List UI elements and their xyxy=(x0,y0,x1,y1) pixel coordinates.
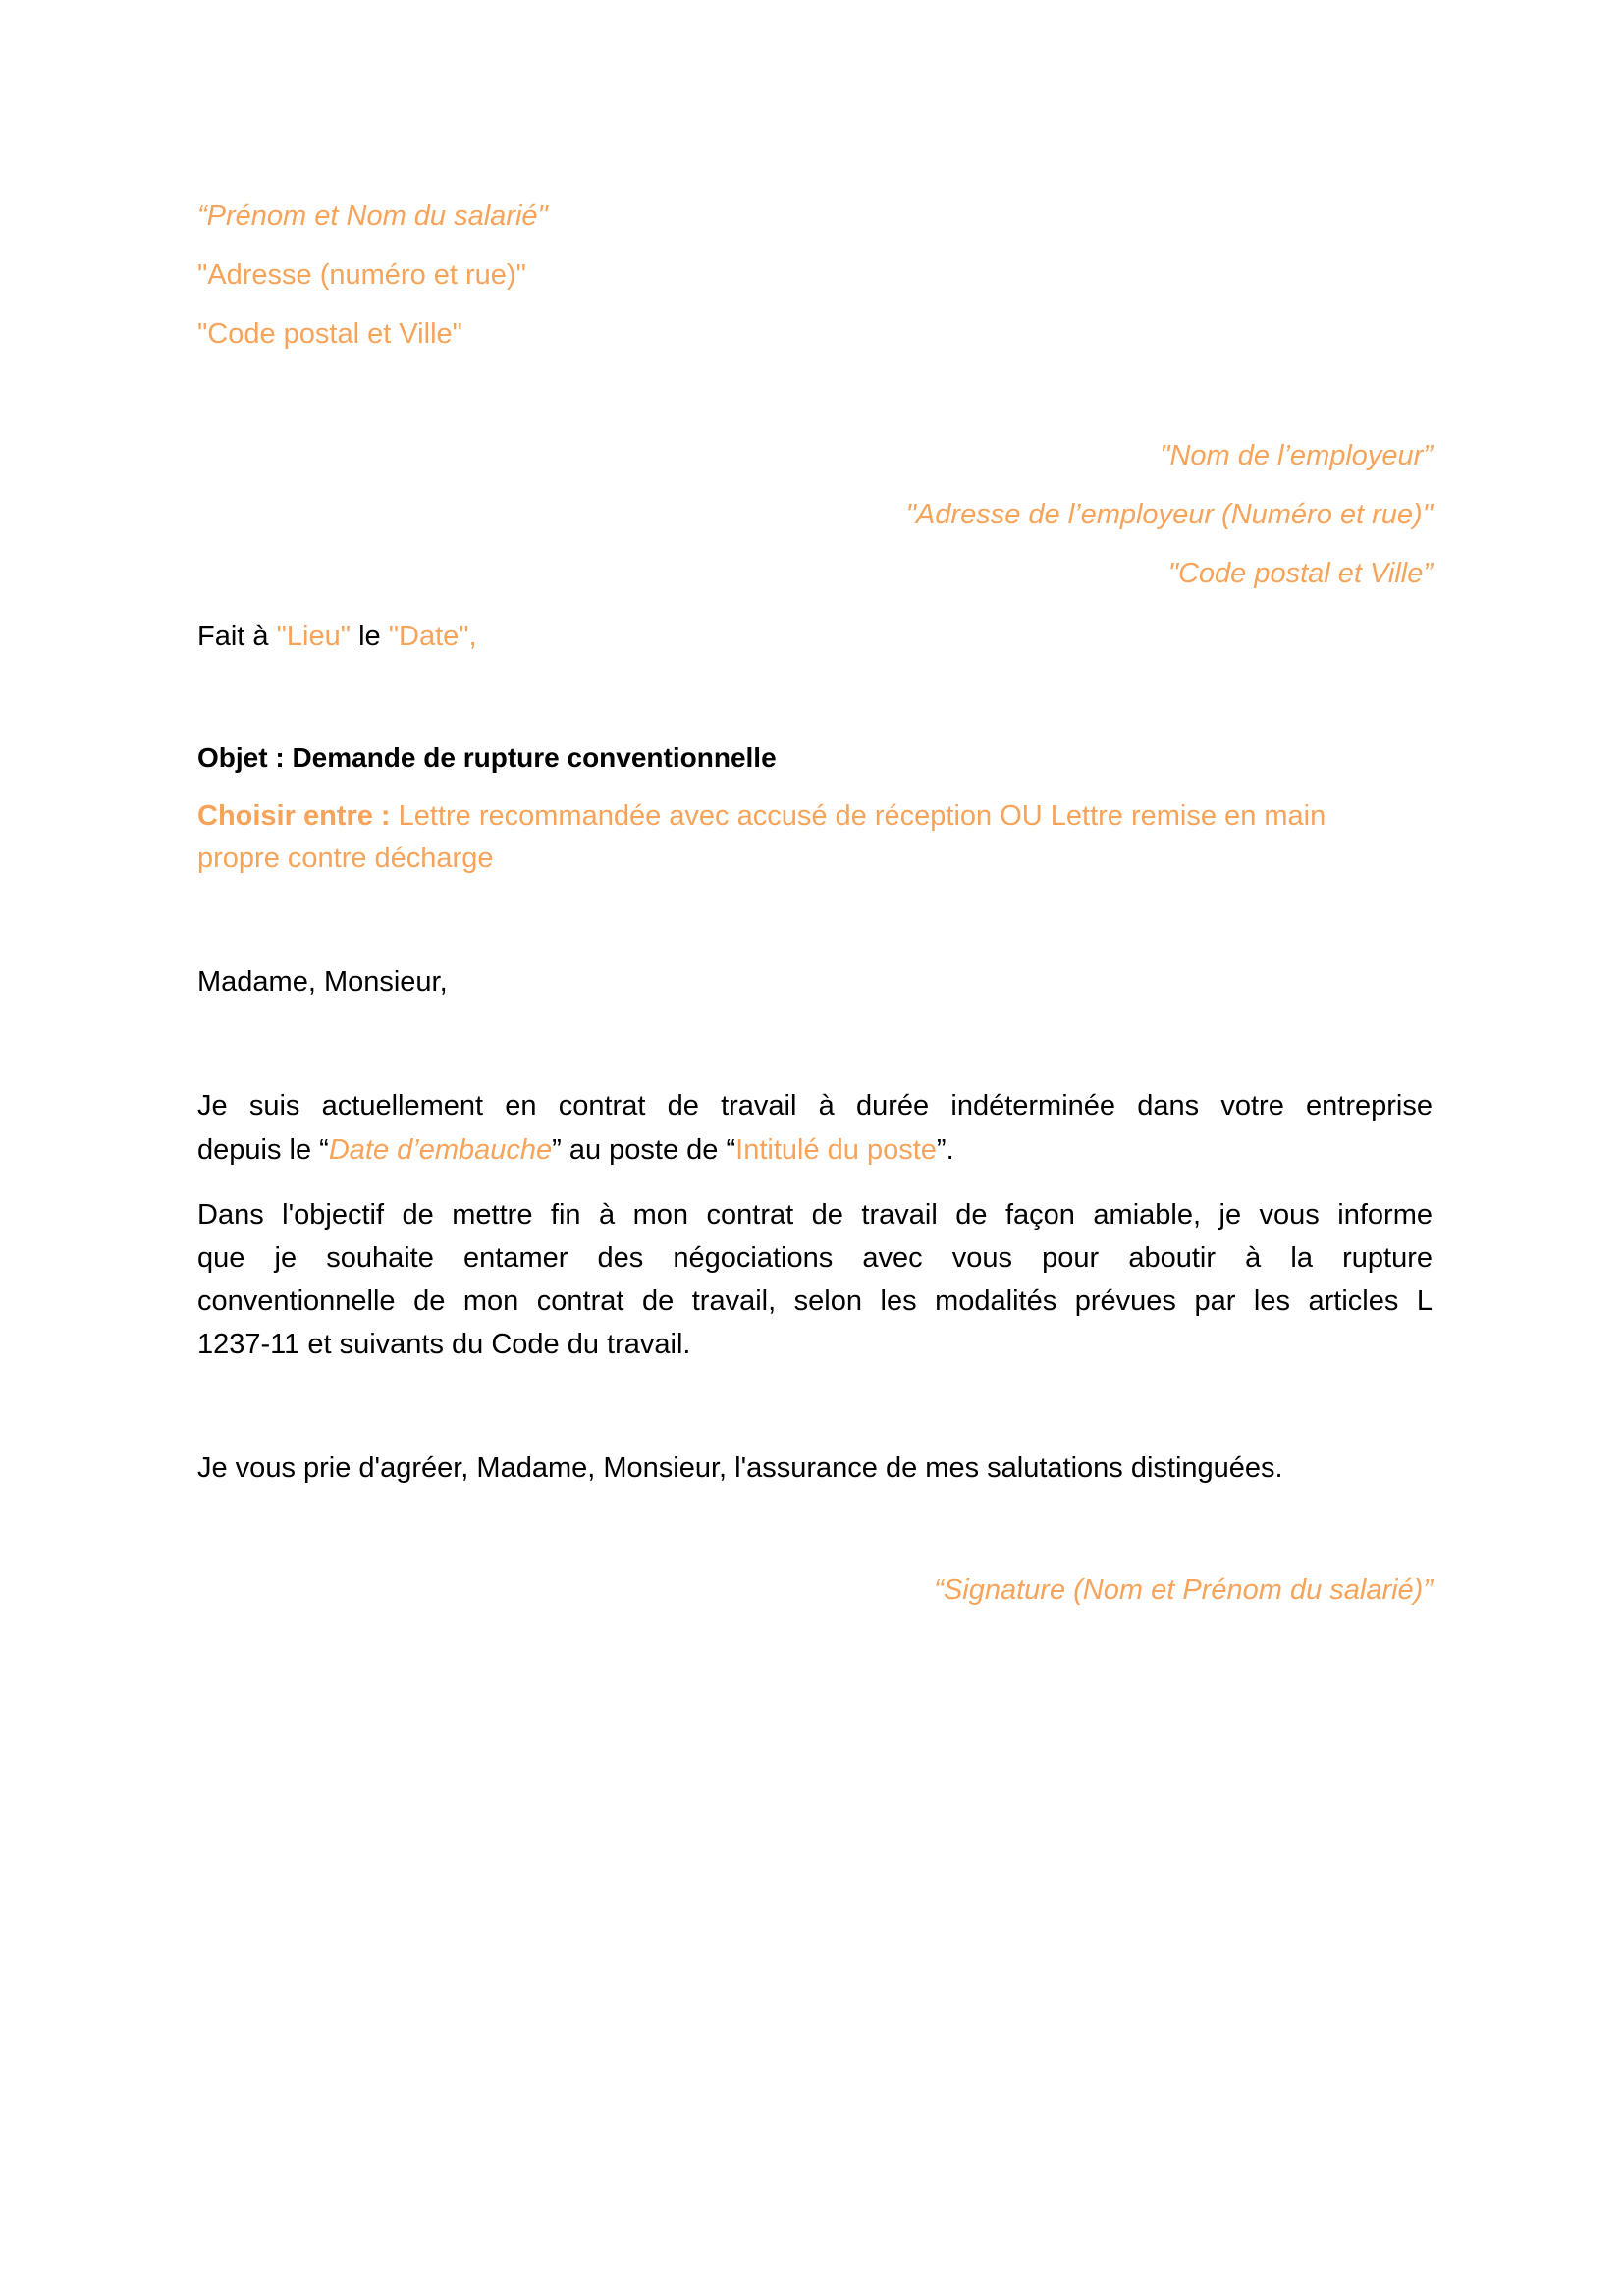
paragraph1-line1: Je suis actuellement en contrat de travail à durée indéterminée dans votre entreprise xyxy=(197,1090,1433,1121)
recipient-address: "Adresse de l’employeur (Numéro et rue)" xyxy=(905,499,1433,530)
sender-name: “Prénom et Nom du salarié" xyxy=(197,200,548,232)
paragraph1-prefix: depuis le “ xyxy=(197,1134,329,1166)
recipient-city: "Code postal et Ville” xyxy=(1167,558,1433,589)
sender-city: "Code postal et Ville" xyxy=(197,318,462,350)
closing-formula: Je vous prie d'agréer, Madame, Monsieur, l'assurance de mes salutations distinguées. xyxy=(197,1452,1283,1484)
hire-date-placeholder: Date d’embauche xyxy=(328,1134,553,1166)
paragraph2-line4: 1237-11 et suivants du Code du travail. xyxy=(197,1329,691,1360)
paragraph1-suffix: ”. xyxy=(936,1134,954,1166)
subject-line: Objet : Demande de rupture conventionnelle xyxy=(197,742,777,773)
signature-placeholder: “Signature (Nom et Prénom du salarié)” xyxy=(934,1574,1433,1606)
salutation: Madame, Monsieur, xyxy=(197,966,448,998)
place-date-line xyxy=(197,615,1433,658)
delivery-line-2: propre contre décharge xyxy=(197,843,494,874)
place-placeholder: "Lieu" xyxy=(276,621,352,652)
delivery-line-1 xyxy=(197,794,1433,838)
paragraph2-line3: conventionnelle de mon contrat de travail, selon les modalités prévues par les articles L xyxy=(197,1285,1433,1317)
paragraph1-line2 xyxy=(197,1128,1433,1172)
job-title-placeholder: Intitulé du poste xyxy=(735,1134,937,1166)
paragraph1-middle: ” au poste de “ xyxy=(552,1134,736,1166)
delivery-label: Choisir entre : xyxy=(197,800,391,832)
place-date-middle: le xyxy=(351,621,389,652)
recipient-name: "Nom de l’employeur” xyxy=(1160,440,1433,471)
paragraph2-line1: Dans l'objectif de mettre fin à mon contrat de travail de façon amiable, je vous informe xyxy=(197,1199,1433,1230)
sender-address: "Adresse (numéro et rue)" xyxy=(197,259,526,291)
delivery-text-1: Lettre recommandée avec accusé de réception OU Lettre remise en main xyxy=(390,800,1326,832)
place-date-prefix: Fait à xyxy=(197,621,277,652)
date-placeholder: "Date", xyxy=(388,621,477,652)
paragraph2-line2: que je souhaite entamer des négociations avec vous pour aboutir à la rupture xyxy=(197,1242,1433,1274)
